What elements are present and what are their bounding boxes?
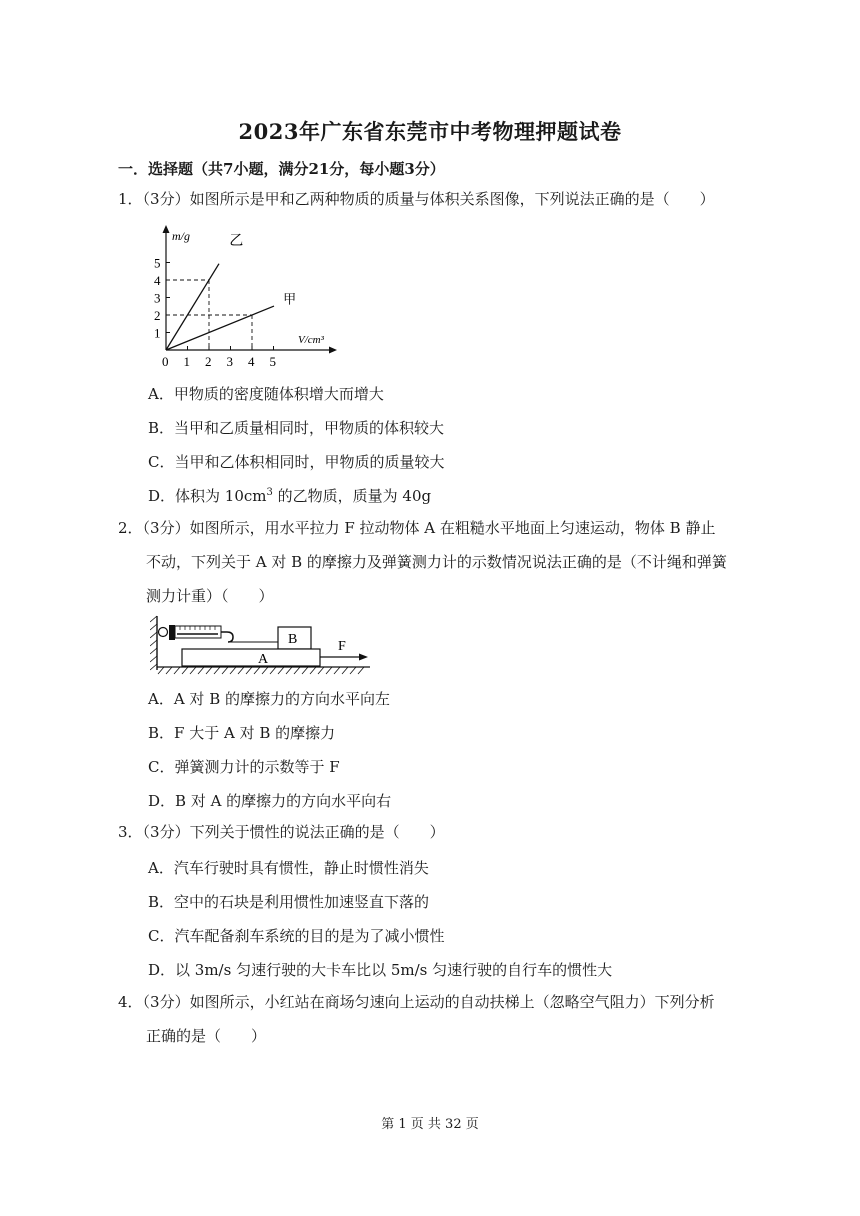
y-tick-label: 3 [154, 290, 161, 306]
scale-end-block [169, 625, 175, 640]
question-2-line-2: 不动，下列关于 A 对 B 的摩擦力及弹簧测力计的示数情况说法正确的是（不计绳和弹簧 [146, 553, 727, 571]
question-1-line-1: 1．（3分）如图所示是甲和乙两种物质的质量与体积关系图像，下列说法正确的是（ ） [118, 190, 715, 208]
series-lines [166, 264, 274, 350]
q2-option-b[interactable]: B．F 大于 A 对 B 的摩擦力 [148, 724, 336, 742]
question-3-line-1: 3．（3分）下列关于惯性的说法正确的是（ ） [118, 823, 445, 841]
force-label: F [338, 639, 346, 654]
series-yi-label: 乙 [229, 234, 244, 249]
x-axis-arrow [329, 347, 337, 354]
friction-apparatus-figure [150, 614, 372, 676]
ground-hatching [158, 667, 364, 674]
x-tick-label: 5 [269, 354, 276, 369]
x-tick-label: 0 [162, 354, 169, 369]
question-1-stem [118, 182, 748, 216]
question-4-line-2: 正确的是（ ） [146, 1027, 267, 1045]
q1-option-d[interactable] [148, 485, 431, 506]
x-tick-label: 2 [205, 354, 212, 369]
mass-volume-graph [130, 222, 350, 374]
dashed-guides [166, 280, 252, 350]
y-tick-label: 5 [154, 255, 161, 271]
question-2-stem [118, 511, 748, 613]
x-tick-label: 1 [183, 354, 190, 369]
page-footer: 第 1 页 共 32 页 [381, 1117, 479, 1132]
x-axis-label: V/cm³ [298, 334, 324, 346]
q3-option-d[interactable]: D．以 3m/s 匀速行驶的大卡车比以 5m/s 匀速行驶的自行车的惯性大 [148, 961, 613, 979]
series-jia-label: 甲 [283, 291, 297, 307]
wall-hatching [150, 616, 157, 670]
q3-option-c[interactable]: C．汽车配备刹车系统的目的是为了减小惯性 [148, 927, 445, 945]
q2-option-c[interactable]: C．弹簧测力计的示数等于 F [148, 758, 340, 776]
question-4-stem [118, 985, 748, 1053]
question-2-line-1: 2．（3分）如图所示，用水平拉力 F 拉动物体 A 在粗糙水平地面上匀速运动，物体 B 静止 [118, 519, 716, 537]
section-heading: 一．选择题（共7小题，满分21分，每小题3分） [118, 160, 445, 178]
force-arrow-head [359, 654, 368, 661]
q2-option-d[interactable]: D．B 对 A 的摩擦力的方向水平向右 [148, 792, 392, 810]
y-tick-label: 2 [154, 308, 161, 323]
page-title: 2023年广东省东莞市中考物理押题试卷 [238, 119, 622, 144]
q1-option-d-pre: D．体积为 10cm [148, 487, 267, 505]
ring [159, 628, 168, 637]
block-a [182, 649, 320, 666]
hook [221, 632, 233, 642]
y-tick-label: 1 [154, 325, 161, 341]
q1-option-c[interactable]: C．当甲和乙体积相同时，甲物质的质量较大 [148, 453, 445, 471]
spring-scale-body [175, 626, 221, 638]
q3-option-b[interactable]: B．空中的石块是利用惯性加速竖直下落的 [148, 893, 430, 911]
y-tick-label: 4 [154, 273, 161, 288]
q1-option-d-sup: 3 [266, 487, 273, 498]
x-tick-label: 3 [226, 354, 233, 369]
q1-option-b[interactable]: B．当甲和乙质量相同时，甲物质的体积较大 [148, 419, 445, 437]
y-axis-arrow [163, 225, 170, 233]
q1-option-d-post: 的乙物质，质量为 40g [272, 487, 432, 505]
series-line [166, 306, 274, 350]
q3-option-a[interactable]: A．汽车行驶时具有惯性，静止时惯性消失 [148, 859, 429, 877]
x-tick-label: 4 [248, 354, 255, 369]
question-4-line-1: 4．（3分）如图所示，小红站在商场匀速向上运动的自动扶梯上（忽略空气阻力）下列分析 [118, 993, 715, 1011]
series-line [166, 264, 219, 350]
q2-option-a[interactable]: A．A 对 B 的摩擦力的方向水平向左 [148, 690, 390, 708]
block-a-label: A [258, 652, 269, 667]
y-axis-label: m/g [172, 229, 190, 243]
q1-option-a[interactable]: A．甲物质的密度随体积增大而增大 [148, 385, 384, 403]
question-2-line-3: 测力计重）（ ） [146, 587, 274, 605]
block-b-label: B [288, 632, 298, 647]
y-ticks [154, 256, 170, 341]
question-3-stem [118, 815, 748, 849]
